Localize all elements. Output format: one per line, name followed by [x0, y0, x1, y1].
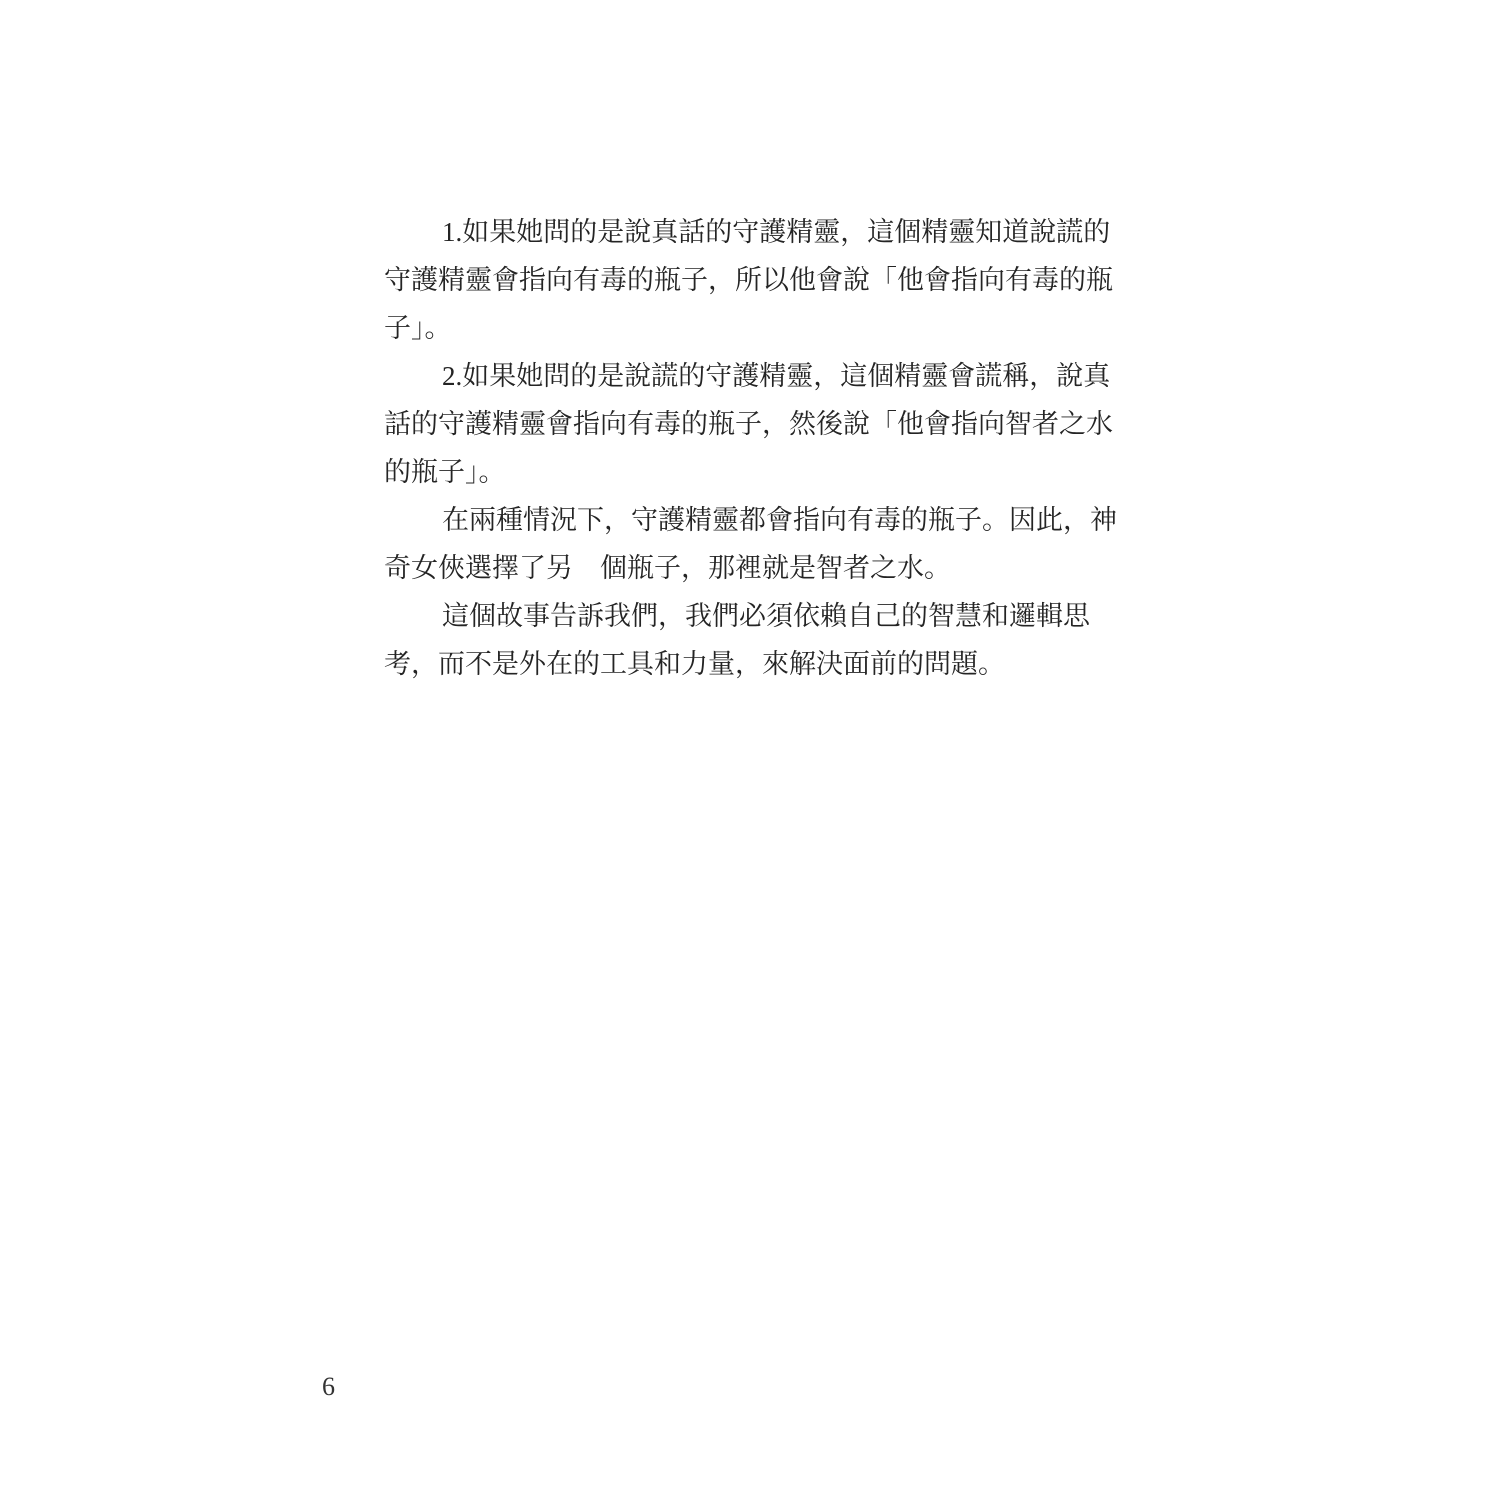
- text-line: 這個故事告訴我們，我們必須依賴自己的智慧和邏輯思: [442, 601, 1090, 631]
- text-line: 在兩種情況下，守護精靈都會指向有毒的瓶子。因此，神: [442, 505, 1117, 535]
- text-line: 子」。: [384, 313, 452, 343]
- text-line: 考，而不是外在的工具和力量，來解決面前的問題。: [384, 649, 1005, 679]
- body-text-block: [384, 208, 1140, 688]
- text-line: 1.如果她問的是說真話的守護精靈，這個精靈知道說謊的: [442, 217, 1111, 247]
- page-number: 6: [322, 1372, 335, 1401]
- text-line: 2.如果她問的是說謊的守護精靈，這個精靈會謊稱，說真: [442, 361, 1111, 391]
- text-line: 的瓶子」。: [384, 457, 506, 487]
- text-line: 守護精靈會指向有毒的瓶子，所以他會說「他會指向有毒的瓶: [384, 265, 1113, 295]
- text-line: 奇女俠選擇了另 個瓶子，那裡就是智者之水。: [384, 553, 951, 583]
- text-line: 話的守護精靈會指向有毒的瓶子，然後說「他會指向智者之水: [384, 409, 1113, 439]
